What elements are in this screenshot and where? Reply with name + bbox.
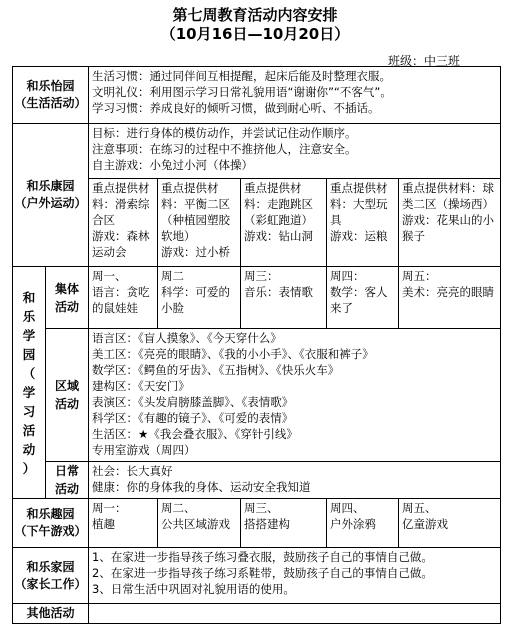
outdoor-note: 注意事项：在练习的过程中不推挤他人，注意安全。 bbox=[92, 142, 357, 156]
group-activity-label bbox=[46, 267, 89, 329]
point-material: 重点提供材料：球类二区（操场西） bbox=[402, 181, 495, 211]
outdoor-row bbox=[13, 124, 501, 179]
point-game: 游戏：钻山洞 bbox=[244, 229, 314, 243]
life-row bbox=[13, 67, 501, 124]
life-header-cell bbox=[13, 67, 89, 124]
other-row bbox=[13, 604, 501, 624]
area-activity-row bbox=[13, 329, 501, 462]
area-line: 数学区：《鳄鱼的牙齿》、《五指树》、《快乐火车》 bbox=[92, 363, 340, 377]
outdoor-point bbox=[89, 179, 158, 267]
header-char: 和 bbox=[22, 289, 36, 305]
afternoon-day bbox=[241, 499, 327, 548]
daily-activity-content bbox=[89, 462, 501, 499]
outdoor-header-cell bbox=[13, 124, 89, 267]
page-title: 第七周教育活动内容安排 bbox=[172, 6, 338, 24]
life-line: 学习习惯：养成良好的倾听习惯，做到耐心听、不插话。 bbox=[92, 101, 380, 115]
date-range: （10月16日—10月20日） bbox=[160, 25, 350, 43]
day-label: 周一、 bbox=[92, 269, 127, 283]
header-char: 动 bbox=[22, 441, 36, 457]
day-label: 周四、 bbox=[330, 501, 365, 515]
class-label: 班级：中三班 bbox=[387, 54, 460, 68]
group-day bbox=[327, 267, 399, 329]
point-material: 重点提供材料：走跑跳区（彩虹跑道） bbox=[244, 181, 314, 227]
area-line: 科学区：《有趣的镜子》、《可爱的表情》 bbox=[92, 411, 294, 425]
day-label: 周三、 bbox=[244, 501, 279, 515]
group-activity-row bbox=[13, 267, 501, 329]
life-header: 和乐怡园 bbox=[26, 79, 75, 93]
label-line: 日常 bbox=[55, 464, 80, 478]
afternoon-day bbox=[327, 499, 399, 548]
outdoor-general bbox=[89, 124, 501, 179]
group-day bbox=[399, 267, 501, 329]
daily-activity-row bbox=[13, 462, 501, 499]
other-header: 其他活动 bbox=[13, 604, 89, 624]
star-icon: ★ bbox=[138, 427, 149, 441]
schedule-table bbox=[12, 66, 501, 624]
group-day bbox=[89, 267, 158, 329]
day-content: 数学：客人来了 bbox=[330, 285, 388, 315]
life-area-prefix: 生活区： bbox=[92, 427, 139, 441]
group-day bbox=[158, 267, 241, 329]
area-line-special: 专用室游戏（周四） bbox=[92, 443, 196, 457]
day-label: 周五： bbox=[402, 269, 437, 283]
header-char: 学 bbox=[22, 384, 36, 400]
point-game: 游戏：过小桥 bbox=[161, 245, 231, 259]
group-day bbox=[241, 267, 327, 329]
afternoon-header: 和乐趣园 bbox=[26, 507, 75, 521]
outdoor-point bbox=[158, 179, 241, 267]
daily-activity-label bbox=[46, 462, 89, 499]
life-area-items: 《我会叠衣服》、《穿针引线》 bbox=[148, 427, 298, 441]
afternoon-day bbox=[399, 499, 501, 548]
label-line: 区域 bbox=[55, 379, 80, 393]
header-char: 乐 bbox=[22, 308, 36, 324]
area-line: 语言区：《盲人摸象》、《今天穿什么》 bbox=[92, 331, 282, 345]
header-char: 习 bbox=[22, 403, 36, 419]
area-line: 建构区：《天安门》 bbox=[92, 379, 190, 393]
day-content: 科学：可爱的小脸 bbox=[161, 285, 231, 315]
day-content: 亿童游戏 bbox=[402, 517, 449, 531]
point-game: 游戏：运粮 bbox=[330, 229, 388, 243]
point-material: 重点提供材料：平衡二区（种植园塑胶软地） bbox=[161, 181, 231, 243]
point-material: 重点提供材料：滑索综合区 bbox=[92, 181, 150, 227]
outdoor-header: 和乐康园 bbox=[26, 179, 75, 193]
outdoor-point bbox=[327, 179, 399, 267]
day-label: 周四： bbox=[330, 269, 365, 283]
life-line: 文明礼仪：利用图示学习日常礼貌用语“谢谢你”“不客气”。 bbox=[92, 85, 392, 99]
day-label: 周一： bbox=[92, 501, 127, 515]
outdoor-point bbox=[399, 179, 501, 267]
area-line: 美工区：《亮亮的眼睛》、《我的小小手》、《衣服和裤子》 bbox=[92, 347, 374, 361]
label-line: 集体 bbox=[55, 281, 80, 296]
area-line-life bbox=[92, 426, 497, 442]
life-line: 生活习惯：通过同伴间互相提醒，起床后能及时整理衣服。 bbox=[92, 69, 392, 83]
label-line: 活动 bbox=[55, 397, 80, 411]
day-label: 周二、 bbox=[161, 501, 196, 515]
outdoor-goal: 目标：进行身体的模仿动作，并尝试记住动作顺序。 bbox=[92, 126, 357, 140]
home-row bbox=[13, 548, 501, 604]
header-char: （ bbox=[22, 365, 36, 381]
point-material: 重点提供材料：大型玩具 bbox=[330, 181, 388, 227]
day-content: 植趣 bbox=[92, 517, 116, 531]
home-header: 和乐家园 bbox=[26, 559, 75, 574]
label-line: 活动 bbox=[55, 482, 80, 496]
label-line: 活动 bbox=[55, 299, 80, 314]
point-game: 游戏：森林运动会 bbox=[92, 229, 150, 259]
header-char: 学 bbox=[22, 327, 36, 343]
header-char: 园 bbox=[22, 346, 36, 362]
day-content: 音乐：表情歌 bbox=[244, 285, 314, 299]
afternoon-day bbox=[158, 499, 241, 548]
outdoor-free-game: 自主游戏：小兔过小河（体操） bbox=[92, 158, 254, 172]
header-char: 活 bbox=[22, 422, 36, 438]
day-content: 户外涂鸦 bbox=[330, 517, 377, 531]
home-line: 2、在家进一步指导孩子练习系鞋带，鼓励孩子自己的事情自己做。 bbox=[92, 566, 433, 580]
header-char: ） bbox=[22, 460, 36, 476]
afternoon-row bbox=[13, 499, 501, 548]
home-content bbox=[89, 548, 501, 604]
afternoon-day bbox=[89, 499, 158, 548]
day-label: 周三： bbox=[244, 269, 279, 283]
other-content bbox=[89, 604, 501, 624]
home-header-sub: （家长工作） bbox=[14, 576, 87, 591]
point-game: 游戏：花果山的小猴子 bbox=[402, 213, 495, 243]
learning-header bbox=[13, 267, 46, 499]
outdoor-header-sub: （户外运动） bbox=[14, 196, 87, 210]
day-content: 公共区域游戏 bbox=[161, 517, 231, 531]
afternoon-header-sub: （下午游戏） bbox=[14, 524, 87, 538]
day-label: 周二 bbox=[161, 269, 185, 283]
life-content bbox=[89, 67, 501, 124]
home-header-cell bbox=[13, 548, 89, 604]
area-line: 表演区：《头发肩膀膝盖脚》、《表情歌》 bbox=[92, 395, 294, 409]
afternoon-header-cell bbox=[13, 499, 89, 548]
day-content: 语言：贪吃的鼠娃娃 bbox=[92, 285, 150, 315]
day-content: 搭搭建构 bbox=[244, 517, 291, 531]
home-line: 1、在家进一步指导孩子练习叠衣服，鼓励孩子自己的事情自己做。 bbox=[92, 550, 433, 564]
home-line: 3、日常生活中巩固对礼貌用语的使用。 bbox=[92, 582, 295, 596]
day-content: 美术：亮亮的眼睛 bbox=[402, 285, 495, 299]
outdoor-point bbox=[241, 179, 327, 267]
daily-line: 社会：长大真好 bbox=[92, 464, 173, 478]
area-activity-label bbox=[46, 329, 89, 462]
day-label: 周五、 bbox=[402, 501, 437, 515]
daily-line: 健康：你的身体我的身体、运动安全我知道 bbox=[92, 480, 311, 494]
area-activity-content bbox=[89, 329, 501, 462]
life-header-sub: （生活活动） bbox=[14, 96, 87, 110]
